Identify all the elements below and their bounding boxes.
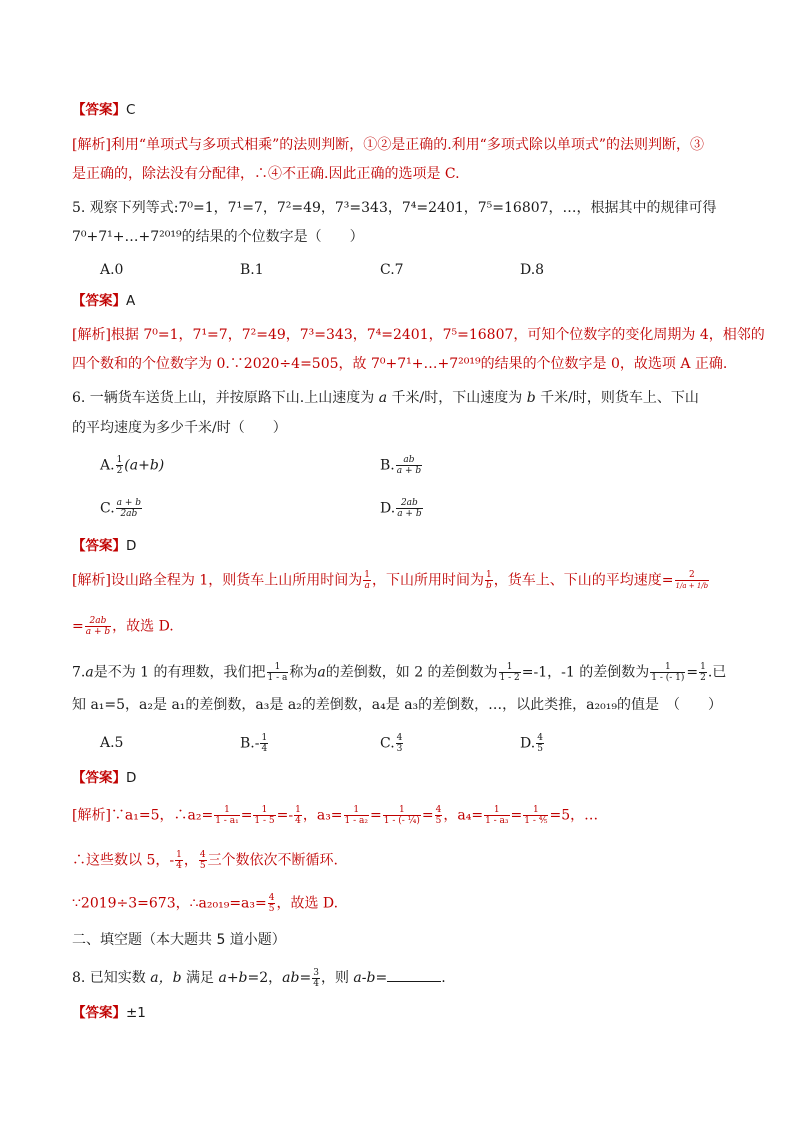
text: D. [520, 735, 536, 752]
q7-stem-line1 [72, 662, 726, 683]
q6-answer [72, 536, 136, 556]
q8-answer [72, 1003, 146, 1023]
text: .已 [707, 664, 727, 681]
denominator: 5 [199, 861, 206, 871]
q5-stem-line1: 5. 观察下列等式:7⁰=1，7¹=7，7²=49，7³=343，7⁴=2401，7⁵=16807，…，根据其中的规律可得 [72, 200, 717, 216]
numerator: a + b [116, 498, 142, 508]
section-title-fill-blank: 二、填空题（本大题共 5 道小题） [72, 932, 286, 948]
fraction [344, 805, 369, 826]
numerator: 1 [214, 805, 239, 816]
numerator: 1 [523, 805, 548, 816]
numerator: 4 [396, 733, 403, 743]
text: =-1，-1 的差倒数为 [521, 664, 650, 681]
text: [解析]∵a₁=5，∴a₂= [72, 807, 214, 824]
fraction [199, 850, 207, 871]
denominator: 1 - 2 [499, 673, 520, 683]
fraction [536, 733, 544, 754]
text: B. [380, 457, 395, 474]
answer-label: 【答案】 [72, 102, 126, 118]
fraction [294, 805, 302, 826]
text: (a+b) [124, 457, 165, 474]
denominator: 2 [700, 673, 706, 683]
answer-label: 【答案】 [72, 293, 126, 309]
text: 8. 已知实数 [72, 970, 146, 986]
answer-label: 【答案】 [72, 538, 126, 554]
denominator: 1 - (- ¼) [383, 816, 420, 826]
numerator: 1 [364, 570, 371, 580]
fraction [485, 570, 493, 591]
q7-option-a: A.5 [100, 735, 124, 751]
fraction [699, 662, 707, 683]
numerator: 1 [650, 662, 685, 673]
q7-analysis-line1: [解析]∵a₁=5，∴a₂= $\frac{1}{\text{1 - a₁}}$ = $\frac{1}{1 - 5}$ =- $\frac{1}{4}$ ，a₃= $\frac{1}{\text{1 - a₂}}$ = $\frac{1}{\text{1 - (- ¼)}}$ = $\frac{4}{5}$ ，a₄= $\frac{1}{\text{1 - a₃}}$ = $\frac{1}{\text{1 - ⅘}}$ =5，… [72, 805, 599, 826]
denominator: 2 [116, 466, 123, 476]
denominator: 4 [295, 816, 301, 826]
fraction [499, 662, 521, 683]
answer-value: D [126, 770, 137, 786]
numerator: 3 [313, 967, 319, 978]
answer-blank[interactable] [387, 967, 441, 982]
q5-analysis-line2: 四个数和的个位数字为 0.∵2020÷4=505，故 7⁰+7¹+…+7²⁰¹⁹的结果的个位数字是 0，故选项 A 正确. [72, 356, 728, 372]
var: ab [282, 970, 300, 986]
text: ，故选 D. [276, 895, 339, 912]
denominator: 1/a + 1/b [675, 582, 709, 590]
denominator: 1 - a₁ [215, 816, 239, 826]
text: B.- [240, 735, 260, 752]
denominator: 1 - 5 [254, 816, 275, 826]
denominator: 2ab [120, 509, 138, 519]
numerator: 2ab [396, 498, 422, 509]
denominator: 4 [313, 978, 319, 989]
q6-stem-line2: 的平均速度为多少千米/时（ ） [72, 420, 287, 436]
fraction [396, 455, 422, 476]
q4-analysis-line1: [解析]利用“单项式与多项式相乘”的法则判断，①②是正确的.利用“多项式除以单项式”的法则判断，③ [72, 137, 705, 153]
fraction [312, 968, 320, 989]
q7-analysis-line3 [72, 893, 338, 914]
denominator: 5 [537, 744, 543, 754]
numerator: 1 [267, 662, 289, 673]
denominator: 4 [176, 861, 182, 871]
var: a+b [218, 970, 248, 986]
numerator: 4 [199, 850, 206, 860]
fraction [260, 733, 268, 754]
numerator: 4 [537, 733, 543, 743]
text: = [686, 664, 699, 681]
q6-option-a [100, 455, 164, 476]
q4-answer [72, 100, 135, 120]
denominator: a + b [85, 627, 111, 637]
text: ，则 [320, 970, 349, 986]
denominator: 1 - a [267, 673, 288, 683]
numerator: 1 [486, 570, 492, 580]
denominator: 1 - a₂ [344, 816, 369, 826]
text: 三个数依次不断循环. [207, 852, 339, 869]
fraction [267, 662, 289, 683]
fraction [116, 498, 142, 519]
text: 千米/时，则货车上、下山 [540, 390, 699, 406]
numerator: 1 [295, 805, 301, 815]
numerator: 1 [176, 850, 182, 860]
text: ， [183, 852, 198, 869]
fraction [396, 498, 422, 519]
denominator: a [364, 581, 370, 591]
numerator: 1 [484, 805, 509, 816]
q6-analysis-line1 [72, 570, 710, 591]
text: ，a₃= [302, 807, 343, 824]
q6-option-d [380, 498, 424, 519]
answer-value: C [126, 102, 136, 118]
fraction [214, 805, 239, 826]
q6-stem-line1 [72, 388, 699, 408]
text: = [375, 970, 388, 986]
text: [解析]设山路全程为 1，则货车上山所用时间为 [72, 572, 363, 589]
text: 6. 一辆货车送货上山，并按原路下山.上山速度为 [72, 390, 375, 406]
fraction [396, 733, 404, 754]
q7-stem-line2: 知 a₁=5，a₂是 a₁的差倒数，a₃是 a₂的差倒数，a₄是 a₃的差倒数，…，以此类推，a₂₀₁₉的值是 （ ） [72, 697, 722, 713]
numerator: 1 [261, 733, 268, 743]
denominator: a + b [397, 509, 422, 519]
answer-label: 【答案】 [72, 1005, 126, 1021]
var: a [317, 664, 326, 681]
q7-option-c [380, 733, 404, 754]
var: a [378, 390, 388, 406]
text: = [299, 970, 312, 986]
numerator: 1 [383, 805, 421, 816]
text: C. [100, 500, 115, 517]
fraction [650, 662, 685, 683]
fraction [383, 805, 421, 826]
text: = [72, 618, 84, 635]
text: ，故选 D. [112, 618, 174, 635]
numerator: 4 [268, 893, 275, 903]
denominator: 5 [268, 904, 275, 914]
q5-analysis-line1: [解析]根据 7⁰=1，7¹=7，7²=49，7³=343，7⁴=2401，7⁵=16807，可知个位数字的变化周期为 4，相邻的 [72, 327, 765, 343]
numerator: 1 [700, 662, 706, 672]
text: . [441, 970, 446, 986]
var: a，b [150, 970, 182, 986]
text: 是不为 1 的有理数，我们把 [93, 664, 266, 681]
q8-stem [72, 967, 446, 989]
q7-answer [72, 768, 136, 788]
numerator: 1 [116, 455, 123, 465]
q6-analysis-line2 [72, 616, 174, 637]
q7-option-d [520, 733, 545, 754]
q5-option-c: C.7 [380, 262, 404, 278]
q6-option-c [100, 498, 143, 519]
fraction [363, 570, 371, 591]
q4-analysis-line2: 是正确的，除法没有分配律，∴④不正确.因此正确的选项是 C. [72, 166, 460, 182]
fraction [523, 805, 548, 826]
var: b [526, 390, 536, 406]
text: ，a₄= [443, 807, 484, 824]
text: - [288, 807, 294, 824]
answer-label: 【答案】 [72, 770, 126, 786]
q5-option-b: B.1 [240, 262, 264, 278]
denominator: 5 [435, 816, 442, 826]
text: 7. [72, 664, 86, 681]
numerator: 1 [253, 805, 275, 816]
numerator: 2 [675, 570, 710, 581]
text: 的差倒数，如 2 的差倒数为 [325, 664, 498, 681]
fraction [484, 805, 509, 826]
text: ，下山所用时间为 [372, 572, 485, 589]
var: a-b [353, 970, 376, 986]
numerator: 1 [344, 805, 369, 816]
numerator: 2ab [85, 616, 111, 627]
denominator: 1 - a₃ [485, 816, 509, 826]
numerator: 4 [435, 805, 442, 815]
q6-option-b [380, 455, 423, 476]
fraction [253, 805, 275, 826]
q5-answer [72, 291, 135, 311]
fraction [675, 570, 710, 591]
denominator: 1 - ⅘ [524, 816, 548, 826]
text: =5，… [549, 807, 599, 824]
text: ，货车上、下山的平均速度= [493, 572, 674, 589]
text: 千米/时，下山速度为 [391, 390, 523, 406]
text: =2， [247, 970, 283, 986]
denominator: 1 - (- 1) [651, 673, 685, 683]
denominator: a + b [396, 466, 422, 476]
q5-option-d: D.8 [520, 262, 545, 278]
answer-value: A [126, 293, 136, 309]
numerator: 1 [499, 662, 521, 673]
q5-option-a: A.0 [100, 262, 124, 278]
fraction [268, 893, 276, 914]
denominator: b [486, 581, 492, 591]
var: a [85, 664, 94, 681]
text: C. [380, 735, 395, 752]
text: ∵2019÷3=673，∴a₂₀₁₉=a₃= [72, 895, 267, 912]
fraction [116, 455, 124, 476]
text: 满足 [186, 970, 215, 986]
denominator: 4 [261, 744, 268, 754]
fraction [175, 850, 183, 871]
text: 称为 [289, 664, 318, 681]
denominator: 3 [396, 744, 403, 754]
answer-value: D [126, 538, 137, 554]
text: ∴这些数以 5，- [72, 852, 175, 869]
q5-stem-line2: 7⁰+7¹+…+7²⁰¹⁹的结果的个位数字是（ ） [72, 229, 364, 245]
text: A. [100, 457, 115, 474]
text: D. [380, 500, 396, 517]
fraction [435, 805, 443, 826]
answer-value: ±1 [126, 1005, 146, 1021]
q7-analysis-line2 [72, 850, 338, 871]
fraction [85, 616, 111, 637]
numerator: ab [396, 455, 422, 466]
q7-option-b [240, 733, 269, 754]
